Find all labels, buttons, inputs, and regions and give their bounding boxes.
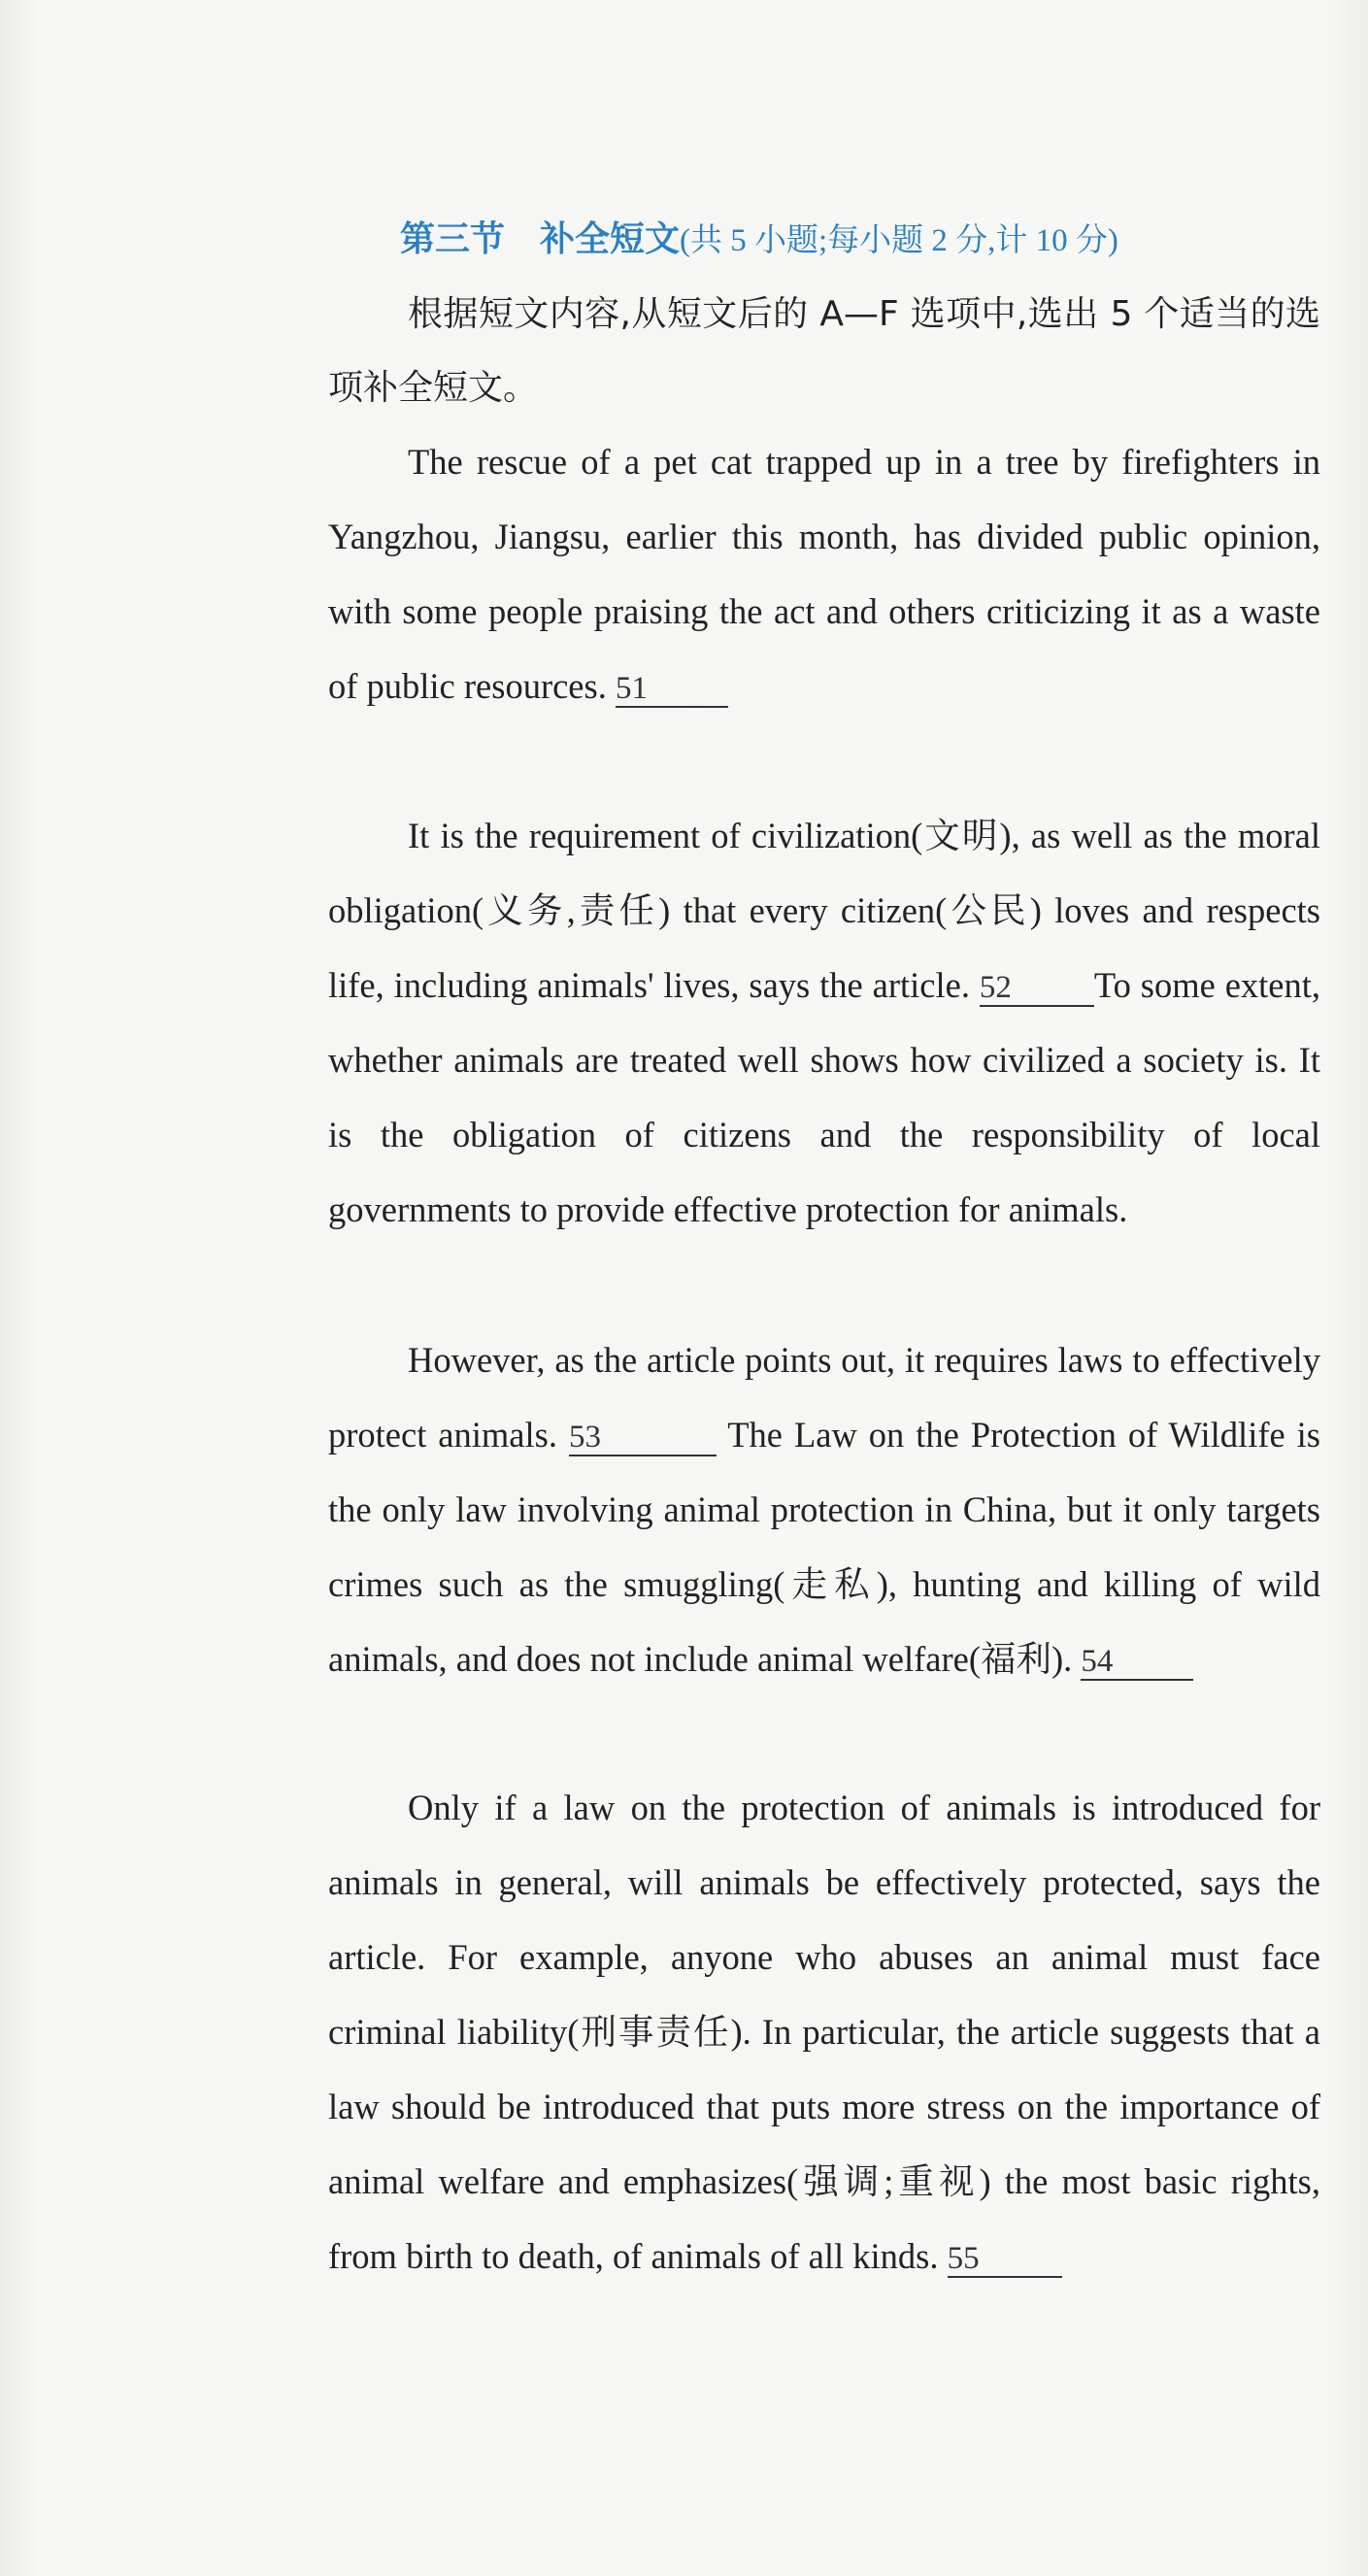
- paragraph-text: Only if a law on the protection of animals is introduced for animals in general, will animals be effectively protected, says the article. For example, anyone who abuses an animal must face criminal liability(刑事责任). In particular, the article suggests that a law should be introduced that puts more stress on the importance of animal welfare and emphasizes(强调;重视) the most basic rights, from birth to death, of animals of all kinds.: [328, 1788, 1320, 2276]
- paragraph-text: The rescue of a pet cat trapped up in a tree by firefighters in Yangzhou, Jiangsu, earlier this month, has divided public opinion, with some people praising the act and others criticizing it as a waste of public resources.: [328, 442, 1320, 706]
- answer-blank-54[interactable]: 54: [1081, 1644, 1193, 1681]
- answer-blank-51[interactable]: 51: [616, 671, 728, 708]
- paragraph-text: It is the requirement of civilization(文明), as well as the moral obligation(义务,责任) that every citizen(公民) loves and respects life, including animals' lives, says the article.: [328, 816, 1320, 1005]
- paragraph-text: The Law on the Protection of Wildlife is the only law involving animal protection in China, but it only targets crimes such as the smuggling(走私), hunting and killing of wild animals, and does not include animal welfare(福利).: [328, 1415, 1320, 1679]
- passage-paragraph-4: [328, 1770, 1320, 2293]
- answer-blank-55[interactable]: 55: [948, 2241, 1062, 2278]
- passage-paragraph-3: [328, 1322, 1320, 1696]
- answer-blank-52[interactable]: 52: [980, 970, 1094, 1007]
- section-heading: [400, 212, 1118, 261]
- answer-blank-53[interactable]: 53: [569, 1420, 717, 1456]
- section-instruction: 根据短文内容,从短文后的 A—F 选项中,选出 5 个适当的选项补全短文。: [328, 294, 1320, 408]
- paragraph-text: However, as the article points out, it requires laws to effectively protect animals.: [328, 1340, 1320, 1455]
- section-scoring-note: (共 5 小题;每小题 2 分,计 10 分): [680, 223, 1118, 258]
- passage-paragraph-2: [328, 798, 1320, 1247]
- passage-paragraph-1: [328, 424, 1320, 723]
- section-title: 第三节 补全短文: [400, 219, 681, 259]
- paragraph-text: To some extent, whether animals are treated well shows how civilized a society is. It is the obligation of citizens and the responsibility of local governments to provide effective protection for animals.: [328, 965, 1321, 1229]
